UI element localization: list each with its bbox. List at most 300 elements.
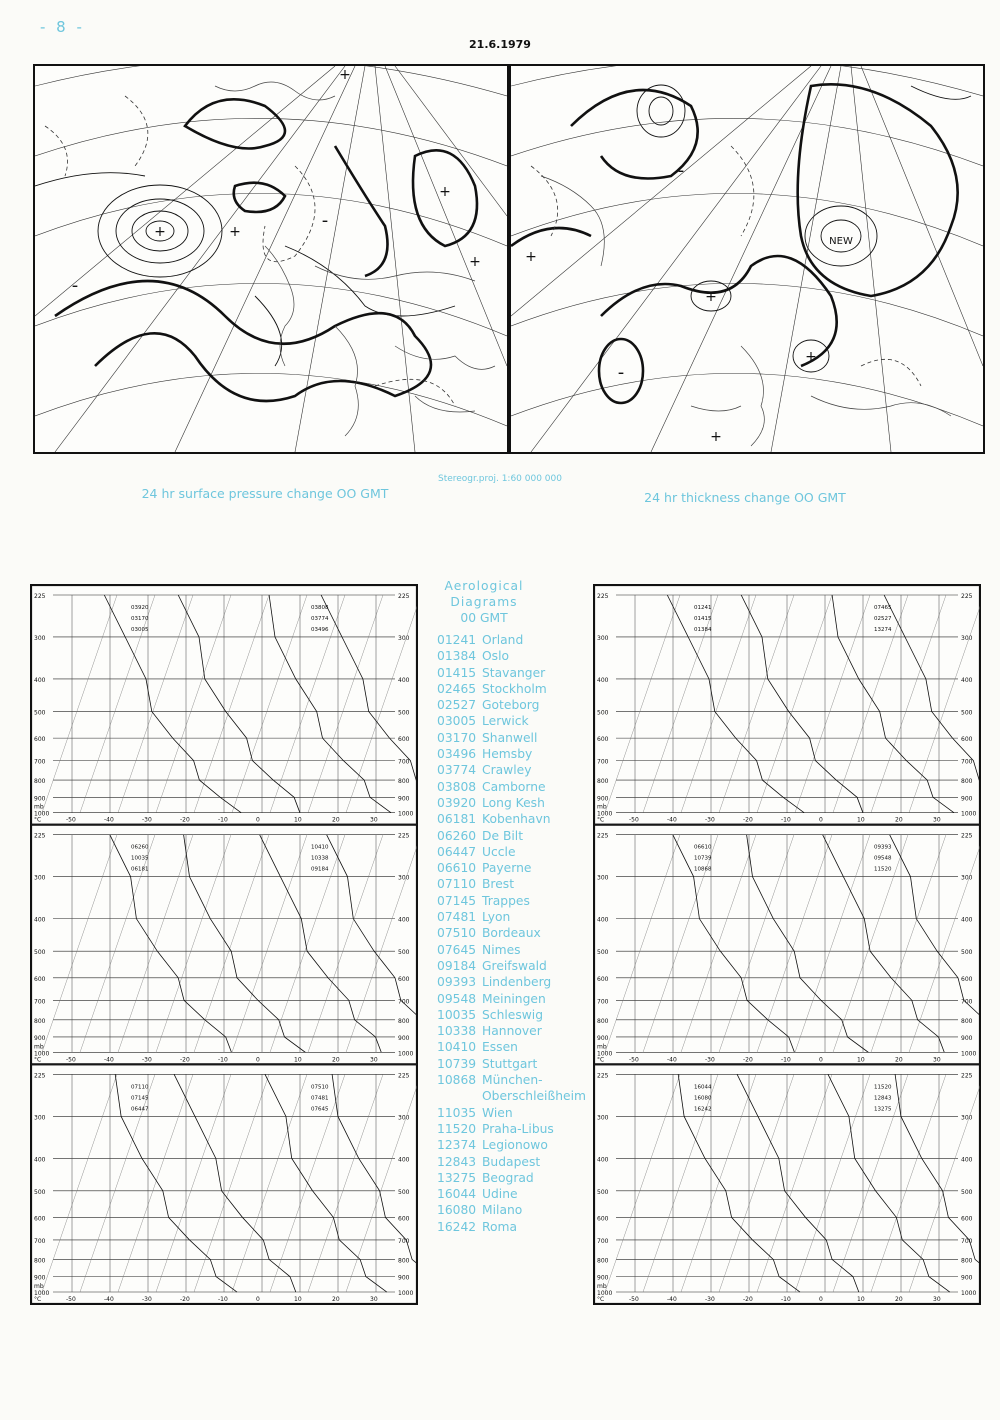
station-id: 16242: [437, 1219, 477, 1234]
svg-text:+: +: [439, 184, 451, 200]
pressure-tick-left: 225: [597, 1072, 609, 1080]
temperature-tick: -50: [629, 1056, 639, 1064]
station-id: 06610: [437, 861, 477, 876]
pressure-tick-left: 800: [597, 1017, 609, 1025]
pressure-tick-right: 700: [398, 1237, 410, 1245]
pressure-tick-right: 600: [398, 736, 410, 744]
pressure-tick-right: 900: [398, 1274, 410, 1282]
page-number: - 8 -: [40, 18, 85, 36]
aerological-station-list: [437, 578, 587, 1235]
pressure-tick-right: 600: [961, 975, 973, 983]
station-id: 11520: [437, 1121, 477, 1136]
temperature-tick: 20: [895, 1056, 903, 1064]
sounding-station-label: 09184: [311, 866, 329, 873]
pressure-tick-right: 700: [398, 998, 410, 1006]
unit-celsius: °C: [597, 816, 605, 824]
station-name: Budapest: [482, 1154, 541, 1169]
pressure-tick-left: 1000: [597, 810, 613, 818]
station-name: Goteborg: [482, 698, 540, 713]
pressure-tick-right: 500: [961, 1188, 973, 1196]
temperature-tick: -40: [104, 1056, 114, 1064]
svg-text:-: -: [617, 362, 625, 383]
temperature-tick: -50: [629, 816, 639, 824]
temperature-tick: 10: [294, 1056, 302, 1064]
pressure-tick-left: 300: [34, 1114, 46, 1122]
temperature-tick: 0: [819, 1056, 823, 1064]
temperature-tick: 30: [933, 1296, 941, 1303]
station-name: Stockholm: [482, 681, 547, 696]
station-id: 01241: [437, 633, 477, 647]
station-row: [437, 1023, 587, 1039]
temperature-tick: 10: [857, 1056, 865, 1064]
pressure-tick-left: 800: [597, 1257, 609, 1265]
surface-pressure-change-map: [33, 64, 509, 454]
temperature-tick: -10: [781, 816, 791, 824]
temperature-tick: -40: [667, 1296, 677, 1303]
pressure-tick-left: 900: [597, 1034, 609, 1042]
station-id: 07481: [437, 910, 477, 925]
svg-text:+: +: [525, 249, 537, 265]
station-name: Kobenhavn: [482, 812, 551, 827]
pressure-tick-left: 400: [597, 916, 609, 924]
station-row: [437, 762, 587, 778]
pressure-tick-right: 900: [961, 795, 973, 803]
pressure-tick-left: 225: [34, 832, 46, 840]
pressure-tick-left: 500: [34, 1188, 46, 1196]
station-id: 16044: [437, 1187, 477, 1202]
station-id: 03496: [437, 747, 477, 762]
diagram-subpanel: [595, 586, 981, 825]
station-id: 11035: [437, 1105, 477, 1120]
sounding-station-label: 16242: [694, 1106, 712, 1113]
pressure-tick-right: 400: [398, 916, 410, 924]
pressure-tick-left: 900: [597, 1274, 609, 1282]
temperature-tick: -10: [218, 816, 228, 824]
svg-text:-: -: [71, 275, 79, 296]
station-row: [437, 1072, 587, 1088]
pressure-tick-left: 300: [34, 874, 46, 882]
station-name: Uccle: [482, 844, 516, 859]
station-id: 07145: [437, 893, 477, 908]
pressure-tick-right: 300: [398, 634, 410, 642]
temperature-tick: 10: [294, 1296, 302, 1303]
station-row: [437, 665, 587, 681]
station-name: Crawley: [482, 763, 532, 778]
station-name: Bordeaux: [482, 926, 541, 941]
temperature-tick: 0: [819, 816, 823, 824]
pressure-tick-left: 800: [34, 778, 46, 786]
pressure-tick-left: 1000: [597, 1290, 613, 1297]
pressure-tick-left: 400: [597, 1156, 609, 1164]
station-name: Camborne: [482, 779, 546, 794]
station-name: Udine: [482, 1187, 518, 1202]
station-row: [437, 1219, 587, 1235]
pressure-tick-left: 1000: [34, 810, 50, 818]
pressure-tick-left: 700: [34, 1237, 46, 1245]
pressure-tick-left: 700: [597, 758, 609, 766]
station-row: [437, 942, 587, 958]
station-row: [437, 795, 587, 811]
sounding-station-label: 07465: [874, 605, 892, 611]
sounding-station-label: 07481: [311, 1095, 329, 1102]
sounding-station-label: 11520: [874, 866, 892, 873]
sounding-station-label: 13275: [874, 1106, 892, 1113]
station-name: Praha-Libus: [482, 1121, 554, 1136]
diagram-subpanel: [32, 586, 418, 825]
station-row: [437, 909, 587, 925]
pressure-tick-left: 300: [597, 1114, 609, 1122]
aerological-diagram-drawing-left: [31, 585, 417, 1304]
svg-text:+: +: [710, 429, 722, 445]
station-row: [437, 1007, 587, 1023]
station-id: 10338: [437, 1024, 477, 1039]
temperature-tick: 30: [370, 1056, 378, 1064]
station-name: Nimes: [482, 942, 521, 957]
pressure-tick-right: 500: [398, 949, 410, 957]
temperature-tick: 20: [332, 1296, 340, 1303]
sounding-station-label: 06447: [131, 1106, 149, 1113]
temperature-tick: -20: [743, 816, 753, 824]
temperature-tick: 10: [857, 1296, 865, 1303]
temperature-tick: -40: [104, 816, 114, 824]
pressure-tick-right: 1000: [961, 1050, 977, 1058]
sounding-station-label: 10035: [131, 855, 149, 862]
station-name: Wien: [482, 1105, 513, 1120]
station-row: [437, 974, 587, 990]
station-row: [437, 991, 587, 1007]
station-id: 07510: [437, 926, 477, 941]
sounding-station-label: 07110: [131, 1084, 149, 1091]
station-name: Schleswig: [482, 1007, 544, 1022]
temperature-tick: -50: [66, 1056, 76, 1064]
pressure-tick-left: 225: [34, 1072, 46, 1080]
station-name: Lyon: [482, 910, 511, 925]
sounding-station-label: 06610: [694, 844, 712, 851]
pressure-tick-left: 225: [34, 593, 46, 600]
pressure-tick-right: 300: [961, 874, 973, 882]
pressure-tick-right: 400: [961, 1156, 973, 1164]
svg-text:+: +: [805, 349, 817, 365]
pressure-tick-left: 900: [597, 795, 609, 803]
sounding-station-label: 03808: [311, 605, 329, 611]
station-row: [437, 811, 587, 827]
sounding-station-label: 09548: [874, 855, 892, 862]
station-id: 10035: [437, 1007, 477, 1022]
station-id: 01384: [437, 649, 477, 664]
temperature-tick: -10: [781, 1296, 791, 1303]
pressure-tick-left: 900: [34, 1034, 46, 1042]
pressure-tick-right: 500: [961, 709, 973, 717]
pressure-tick-right: 600: [961, 1215, 973, 1223]
temperature-tick: 0: [256, 816, 260, 824]
pressure-tick-left: 800: [34, 1017, 46, 1025]
temperature-tick: -10: [781, 1056, 791, 1064]
pressure-tick-right: 1000: [961, 810, 977, 818]
thickness-caption: 24 hr thickness change OO GMT: [644, 490, 846, 505]
pressure-tick-right: 1000: [398, 1050, 414, 1058]
station-row: [437, 876, 587, 892]
page-date: 21.6.1979: [469, 38, 531, 51]
pressure-tick-right: 700: [961, 1237, 973, 1245]
station-name: Trappes: [482, 893, 530, 908]
pressure-tick-right: 900: [398, 1034, 410, 1042]
station-id: 16080: [437, 1203, 477, 1218]
pressure-tick-left: 500: [34, 949, 46, 957]
sounding-station-label: 06260: [131, 844, 149, 851]
sounding-station-label: 10410: [311, 844, 329, 851]
pressure-tick-right: 1000: [398, 1290, 414, 1297]
temperature-tick: -30: [705, 1056, 715, 1064]
unit-millibar: mb: [597, 1283, 607, 1290]
station-row: [437, 1170, 587, 1186]
pressure-tick-right: 400: [961, 916, 973, 924]
pressure-tick-right: 1000: [961, 1290, 977, 1297]
pressure-tick-right: 400: [398, 676, 410, 684]
pressure-tick-left: 700: [597, 1237, 609, 1245]
station-id: 06447: [437, 844, 477, 859]
sounding-station-label: 03170: [131, 616, 149, 622]
pressure-tick-right: 900: [961, 1274, 973, 1282]
station-name: Oslo: [482, 649, 510, 664]
pressure-tick-right: 225: [961, 593, 973, 600]
pressure-tick-left: 700: [597, 998, 609, 1006]
unit-celsius: °C: [597, 1296, 605, 1303]
svg-text:+: +: [469, 254, 481, 270]
temperature-tick: -30: [705, 1296, 715, 1303]
diagram-subpanel: [595, 825, 981, 1064]
pressure-tick-right: 1000: [398, 810, 414, 818]
temperature-tick: 0: [256, 1296, 260, 1303]
aerological-diagrams-right: [593, 584, 981, 1305]
pressure-tick-right: 500: [961, 949, 973, 957]
unit-millibar: mb: [597, 1043, 607, 1051]
diagram-subpanel: [32, 1065, 418, 1304]
station-row: [437, 893, 587, 909]
svg-text:+: +: [154, 224, 166, 240]
station-id: 12843: [437, 1154, 477, 1169]
pressure-tick-right: 700: [398, 758, 410, 766]
pressure-tick-right: 225: [961, 1072, 973, 1080]
station-id: 10739: [437, 1056, 477, 1071]
sounding-station-label: 16044: [694, 1084, 712, 1091]
sounding-station-label: 01384: [694, 627, 712, 633]
pressure-tick-right: 225: [398, 1072, 410, 1080]
pressure-tick-right: 300: [398, 1114, 410, 1122]
pressure-tick-left: 400: [34, 676, 46, 684]
station-row: [437, 746, 587, 762]
thickness-change-map: [509, 64, 985, 454]
station-row: [437, 1039, 587, 1055]
station-name: Greifswald: [482, 958, 547, 973]
station-id: 06181: [437, 812, 477, 827]
station-row: [437, 1202, 587, 1218]
temperature-tick: 20: [332, 1056, 340, 1064]
temperature-tick: -50: [66, 1296, 76, 1303]
station-name: Shanwell: [482, 730, 538, 745]
temperature-tick: -20: [743, 1296, 753, 1303]
station-id: 13275: [437, 1170, 477, 1185]
temperature-tick: 0: [256, 1056, 260, 1064]
station-name: Brest: [482, 877, 515, 892]
pressure-tick-right: 900: [398, 795, 410, 803]
station-name: Orland: [482, 633, 524, 647]
pressure-tick-left: 400: [34, 916, 46, 924]
svg-text:NEW: NEW: [829, 236, 853, 247]
svg-text:-: -: [321, 210, 329, 231]
sounding-station-label: 12843: [874, 1095, 892, 1102]
station-row: [437, 1137, 587, 1153]
pressure-tick-right: 800: [961, 1017, 973, 1025]
unit-millibar: mb: [597, 803, 607, 811]
temperature-tick: -20: [180, 1296, 190, 1303]
pressure-tick-right: 800: [398, 778, 410, 786]
temperature-tick: 30: [370, 1296, 378, 1303]
unit-millibar: mb: [34, 1283, 44, 1290]
diagram-subpanel: [32, 825, 418, 1064]
station-name: München-: [482, 1073, 543, 1088]
station-name: Roma: [482, 1219, 518, 1234]
sounding-station-label: 01415: [694, 616, 712, 622]
pressure-tick-left: 1000: [34, 1290, 50, 1297]
temperature-tick: -10: [218, 1296, 228, 1303]
thickness-map-drawing: [511, 66, 983, 452]
station-id: 10868: [437, 1073, 477, 1088]
station-name: Beograd: [482, 1170, 534, 1185]
station-id: 01415: [437, 665, 477, 680]
temperature-tick: 30: [370, 816, 378, 824]
svg-text:+: +: [339, 67, 351, 83]
unit-celsius: °C: [34, 816, 42, 824]
pressure-tick-left: 600: [34, 1215, 46, 1223]
station-name-continuation: Oberschleißheim: [482, 1089, 586, 1104]
pressure-tick-left: 225: [597, 832, 609, 840]
aerological-diagrams-left: [30, 584, 418, 1305]
svg-text:+: +: [705, 289, 717, 305]
pressure-tick-left: 600: [597, 975, 609, 983]
temperature-tick: -40: [104, 1296, 114, 1303]
diagram-subpanel: [595, 1065, 981, 1304]
sounding-station-label: 13274: [874, 627, 892, 633]
temperature-tick: -30: [142, 1296, 152, 1303]
pressure-tick-left: 700: [34, 758, 46, 766]
station-row: [437, 828, 587, 844]
station-id: 12374: [437, 1138, 477, 1153]
pressure-tick-left: 600: [597, 1215, 609, 1223]
temperature-tick: -30: [142, 1056, 152, 1064]
station-name: De Bilt: [482, 828, 524, 843]
station-row: [437, 1186, 587, 1202]
station-name: Milano: [482, 1203, 523, 1218]
station-id: 09393: [437, 975, 477, 990]
pressure-tick-right: 700: [961, 998, 973, 1006]
pressure-tick-right: 800: [398, 1257, 410, 1265]
station-row: [437, 1056, 587, 1072]
sounding-station-label: 06181: [131, 866, 149, 873]
sounding-station-label: 07645: [311, 1106, 329, 1113]
temperature-tick: -20: [180, 1056, 190, 1064]
temperature-tick: -10: [218, 1056, 228, 1064]
station-name: Payerne: [482, 861, 532, 876]
temperature-tick: -50: [66, 816, 76, 824]
sounding-station-label: 03774: [311, 616, 329, 622]
pressure-tick-left: 300: [34, 634, 46, 642]
pressure-tick-right: 800: [961, 778, 973, 786]
unit-millibar: mb: [34, 1043, 44, 1051]
station-id: 09184: [437, 958, 477, 973]
pressure-tick-right: 500: [398, 709, 410, 717]
station-row: [437, 632, 587, 648]
sounding-station-label: 03920: [131, 605, 149, 611]
pressure-tick-left: 600: [34, 736, 46, 744]
temperature-tick: -40: [667, 1056, 677, 1064]
station-name: Essen: [482, 1040, 518, 1055]
station-name: Legionowo: [482, 1138, 548, 1153]
sounding-station-label: 11520: [874, 1084, 892, 1091]
station-id: 02527: [437, 698, 477, 713]
station-name: Stuttgart: [482, 1056, 538, 1071]
pressure-tick-left: 300: [597, 634, 609, 642]
station-row: [437, 958, 587, 974]
pressure-tick-left: 500: [597, 949, 609, 957]
station-id: 07645: [437, 942, 477, 957]
pressure-tick-left: 500: [597, 709, 609, 717]
pressure-tick-right: 300: [398, 874, 410, 882]
pressure-tick-right: 700: [961, 758, 973, 766]
temperature-tick: 30: [933, 816, 941, 824]
projection-note: Stereogr.proj. 1:60 000 000: [437, 474, 562, 484]
station-row: [437, 1121, 587, 1137]
station-id: 10410: [437, 1040, 477, 1055]
temperature-tick: -20: [180, 816, 190, 824]
station-id: 03808: [437, 779, 477, 794]
pressure-tick-left: 500: [34, 709, 46, 717]
sounding-station-label: 03005: [131, 627, 149, 633]
pressure-tick-left: 400: [34, 1156, 46, 1164]
pressure-tick-right: 300: [961, 1114, 973, 1122]
pressure-tick-right: 600: [961, 736, 973, 744]
station-row: [437, 648, 587, 664]
pressure-tick-left: 300: [597, 874, 609, 882]
station-id: 02465: [437, 681, 477, 696]
station-id: 07110: [437, 877, 477, 892]
pressure-tick-right: 400: [961, 676, 973, 684]
surface-pressure-caption: 24 hr surface pressure change OO GMT: [141, 486, 389, 501]
pressure-tick-left: 500: [597, 1188, 609, 1196]
pressure-tick-left: 600: [597, 736, 609, 744]
pressure-tick-left: 800: [34, 1257, 46, 1265]
sounding-station-label: 10739: [694, 855, 712, 862]
temperature-tick: -40: [667, 816, 677, 824]
pressure-tick-left: 225: [597, 593, 609, 600]
station-list-subtitle: 00 GMT: [460, 611, 508, 625]
pressure-tick-right: 600: [398, 975, 410, 983]
station-row: [437, 713, 587, 729]
pressure-tick-right: 800: [961, 1257, 973, 1265]
station-id: 03170: [437, 730, 477, 745]
unit-millibar: mb: [34, 803, 44, 811]
unit-celsius: °C: [34, 1296, 42, 1303]
station-list-title: Aerological Diagrams: [444, 579, 524, 609]
station-name: Hannover: [482, 1024, 542, 1039]
surface-pressure-map-drawing: [35, 66, 507, 452]
temperature-tick: -30: [705, 816, 715, 824]
station-id: 03005: [437, 714, 477, 729]
sounding-station-label: 10868: [694, 866, 712, 873]
pressure-tick-right: 500: [398, 1188, 410, 1196]
sounding-station-label: 07510: [311, 1084, 329, 1091]
pressure-tick-right: 225: [961, 832, 973, 840]
station-id: 03920: [437, 795, 477, 810]
